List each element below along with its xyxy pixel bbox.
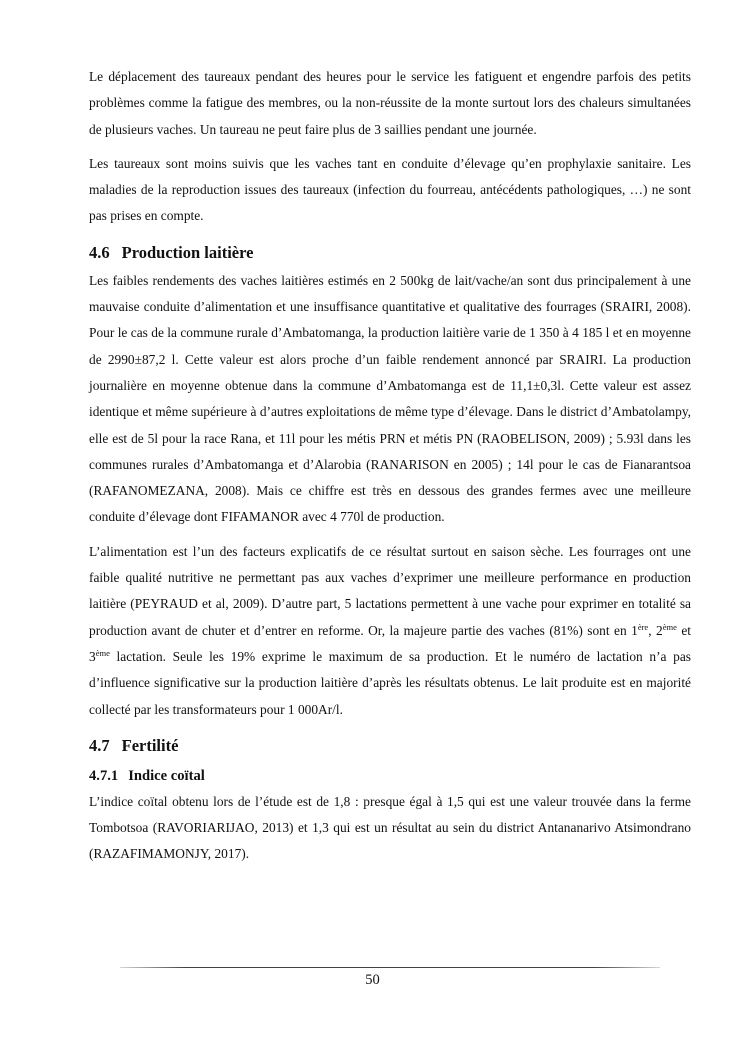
- section-number: 4.6: [89, 242, 110, 262]
- paragraph-coital-index: L’indice coïtal obtenu lors de l’étude est de 1,8 : presque égal à 1,5 qui est une valeur trouvée dans la ferme Tombotsoa (RAVORIARIJAO, 2013) et 1,3 qui est un résultat au sein du district Antananarivo Atsimondrano (RAZAFIMAMONJY, 2017).: [89, 793, 691, 862]
- text-run: et 3: [89, 622, 692, 664]
- heading-indice-coital: [89, 763, 691, 789]
- heading-fertilite: [89, 731, 691, 761]
- superscript: ère: [637, 621, 649, 632]
- subsection-title: Indice coïtal: [128, 767, 205, 784]
- text-run: L’alimentation est l’un des facteurs explicatifs de ce résultat surtout en saison sèche. Les fourrages ont une faible qualité nutritive ne permettant pas aux vaches d’exprimer une meilleure performance en production laitière (PEYRAUD et al, 2009). D’autre part, 5 lactations permettent à une vache pour exprimer en totalité sa production avant de chuter et d’entrer en reforme. Or, la majeure partie des vaches (81%) sont en 1: [89, 543, 691, 638]
- page-body: [89, 64, 691, 876]
- heading-production-laitiere: [89, 238, 691, 268]
- page-number: 50: [365, 972, 380, 988]
- text-run: , 2: [648, 622, 663, 638]
- paragraph-bull-fatigue: Le déplacement des taureaux pendant des heures pour le service les fatiguent et engendre parfois des petits problèmes comme la fatigue des membres, ou la non-réussite de la monte surtout lors des chaleurs simultanées de plusieurs vaches. Un taureau ne peut faire plus de 3 saillies pendant une journée.: [89, 69, 691, 137]
- superscript: ème: [662, 621, 677, 632]
- footer-divider: [120, 967, 660, 968]
- section-number: 4.7: [89, 735, 110, 755]
- paragraph-milk-yield: Les faibles rendements des vaches laitières estimés en 2 500kg de lait/vache/an sont dus principalement à une mauvaise conduite d’alimentation et une insuffisance quantitative et qualitative des fourrages (SRAIRI, 2008). Pour le cas de la commune rurale d’Ambatomanga, la production laitière varie de 1 350 à 4 185 l et en moyenne de 2990±87,2 l. Cette valeur est alors proche d’un faible rendement annoncé par SRAIRI. La production journalière en moyenne obtenue dans la commune d’Ambatomanga est de 11,1±0,3l. Cette valeur est assez identique et même supérieure à d’autres exploitations de même type d’élevage. Dans le district d’Ambatolampy, elle est de 5l pour la race Rana, et 11l pour les métis PRN et métis PN (RAOBELISON, 2009) ; 5.93l dans les communes rurales d’Ambatomanga et d’Alarobia (RANARISON en 2005) ; 14l pour le cas de Fianarantsoa (RAFANOMEZANA, 2008). Mais ce chiffre est très en dessous des grandes fermes avec une meilleure conduite d’élevage dont FIFAMANOR avec 4 770l de production.: [89, 272, 691, 525]
- paragraph-bull-monitoring: Les taureaux sont moins suivis que les vaches tant en conduite d’élevage qu’en prophylaxie sanitaire. Les maladies de la reproduction issues des taureaux (infection du fourreau, antécédents pathologiques, …) ne sont pas prises en compte.: [89, 155, 691, 224]
- section-title: Fertilité: [121, 735, 179, 755]
- paragraph-feeding-lactation: [89, 539, 691, 723]
- superscript: ème: [95, 647, 110, 658]
- section-title: Production laitière: [121, 242, 254, 262]
- subsection-number: 4.7.1: [89, 767, 119, 784]
- text-run: lactation. Seule les 19% exprime le maximum de sa production. Et le numéro de lactation n’a pas d’influence significative sur la production laitière d’après les résultats obtenus. Le lait produite est en majorité collecté par les transformateurs pour 1 000Ar/l.: [89, 648, 691, 717]
